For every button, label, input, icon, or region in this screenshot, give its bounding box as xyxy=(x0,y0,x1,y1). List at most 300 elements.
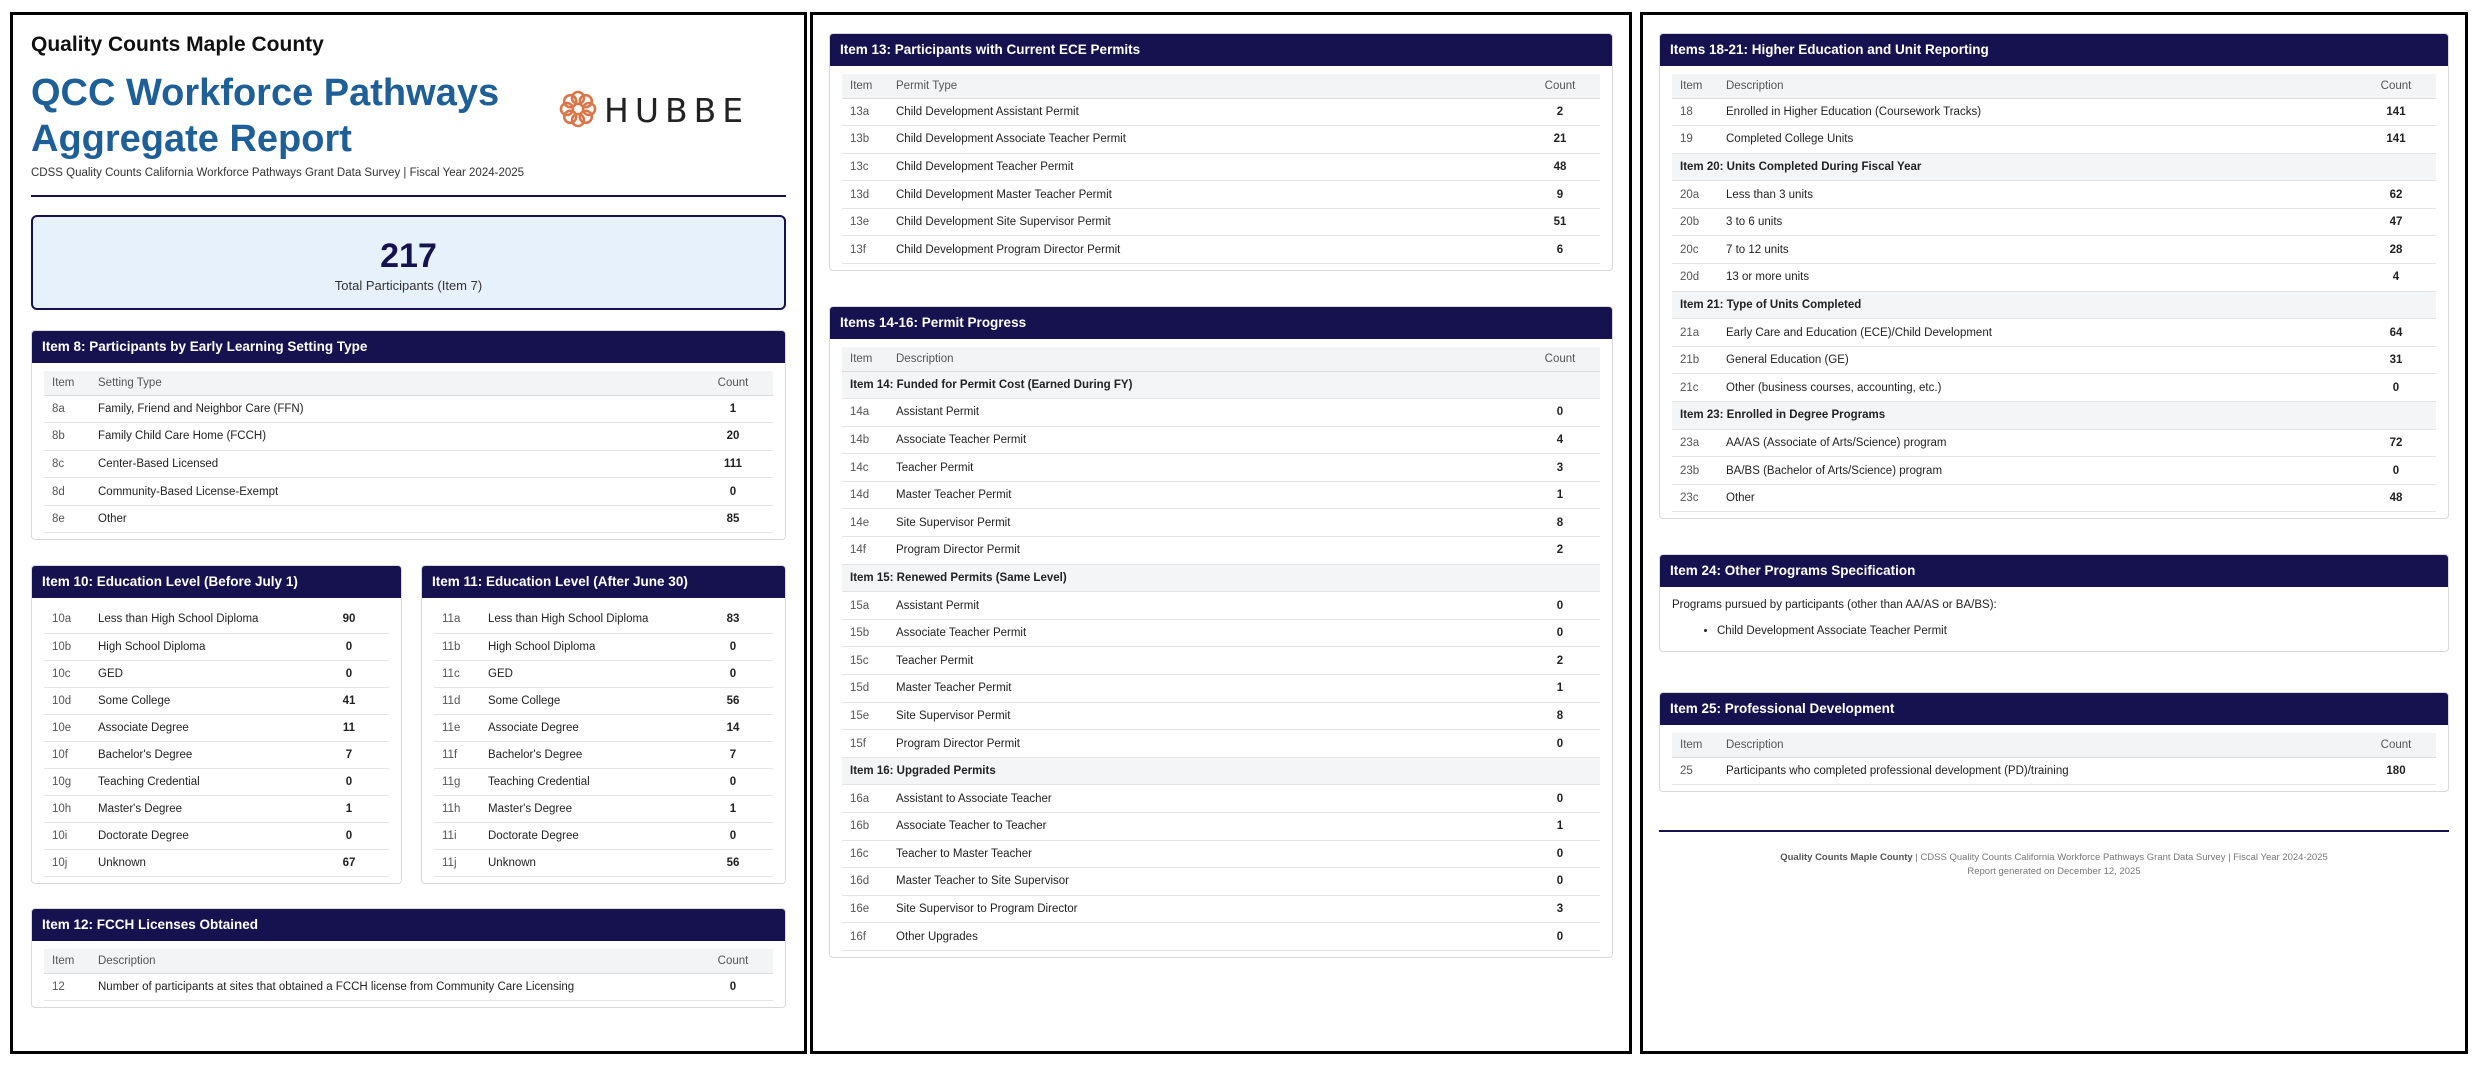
item-code: 14d xyxy=(842,481,888,509)
report-footer xyxy=(1659,851,2449,879)
row-count: 0 xyxy=(309,660,389,687)
row-description: Master's Degree xyxy=(480,795,693,822)
item-code: 14c xyxy=(842,454,888,482)
row-description: Less than High School Diploma xyxy=(480,606,693,633)
row-count: 0 xyxy=(1520,619,1600,647)
table-row xyxy=(842,509,1600,537)
table-row xyxy=(842,923,1600,951)
row-description: Other xyxy=(1718,484,2356,512)
row-description: Associate Degree xyxy=(90,714,309,741)
table-row xyxy=(1672,208,2436,236)
subheader-label: Item 16: Upgraded Permits xyxy=(842,757,1600,785)
row-count: 14 xyxy=(693,714,773,741)
row-description: Bachelor's Degree xyxy=(480,741,693,768)
table-row xyxy=(44,741,389,768)
item-code: 14a xyxy=(842,399,888,427)
table-row xyxy=(842,153,1600,181)
row-count: 111 xyxy=(693,450,773,478)
row-count: 51 xyxy=(1520,208,1600,236)
col-header-count: Count xyxy=(2356,733,2436,757)
item-code: 23c xyxy=(1672,484,1718,512)
item-code: 11i xyxy=(434,822,480,849)
row-description: Teacher Permit xyxy=(888,454,1520,482)
row-description: Child Development Master Teacher Permit xyxy=(888,181,1520,209)
report-subtitle: CDSS Quality Counts California Workforce Pathways Grant Data Survey | Fiscal Year 2024-2025 xyxy=(31,167,525,179)
table-row xyxy=(1672,264,2436,292)
item13-section xyxy=(829,33,1613,271)
row-count: 1 xyxy=(693,795,773,822)
item13-table xyxy=(842,74,1600,264)
row-count: 0 xyxy=(693,973,773,1001)
table-row xyxy=(842,840,1600,868)
item-code: 16a xyxy=(842,785,888,813)
section-title: Item 10: Education Level (Before July 1) xyxy=(32,566,401,598)
table-row xyxy=(1672,484,2436,512)
row-count: 6 xyxy=(1520,236,1600,264)
table-row xyxy=(842,181,1600,209)
row-description: Family, Friend and Neighbor Care (FFN) xyxy=(90,395,693,423)
table-row xyxy=(842,454,1600,482)
item25-table xyxy=(1672,733,2436,785)
table-row xyxy=(434,633,773,660)
table-subheader-row xyxy=(1672,291,2436,319)
row-description: Some College xyxy=(90,687,309,714)
table-row xyxy=(44,822,389,849)
item-code: 20c xyxy=(1672,236,1718,264)
row-description: Participants who completed professional development (PD)/training xyxy=(1718,757,2356,785)
item-code: 13e xyxy=(842,208,888,236)
row-count: 0 xyxy=(2356,457,2436,485)
item-code: 25 xyxy=(1672,757,1718,785)
table-row xyxy=(44,423,773,451)
header-divider xyxy=(31,195,786,197)
item-code: 15b xyxy=(842,619,888,647)
row-count: 0 xyxy=(1520,592,1600,620)
row-count: 7 xyxy=(309,741,389,768)
row-count: 180 xyxy=(2356,757,2436,785)
item12-table xyxy=(44,949,773,1001)
row-count: 0 xyxy=(309,633,389,660)
section-title: Items 14-16: Permit Progress xyxy=(830,307,1612,339)
row-count: 64 xyxy=(2356,319,2436,347)
row-description: Some College xyxy=(480,687,693,714)
item8-table xyxy=(44,371,773,533)
row-count: 28 xyxy=(2356,236,2436,264)
col-header-count: Count xyxy=(693,949,773,973)
table-row xyxy=(1672,126,2436,154)
table-row xyxy=(44,660,389,687)
item-code: 8d xyxy=(44,478,90,506)
row-count: 0 xyxy=(693,822,773,849)
subheader-label: Item 21: Type of Units Completed xyxy=(1672,291,2436,319)
col-header-description: Description xyxy=(1718,74,2356,98)
row-description: Assistant to Associate Teacher xyxy=(888,785,1520,813)
row-description: High School Diploma xyxy=(90,633,309,660)
item-code: 11b xyxy=(434,633,480,660)
item-code: 20b xyxy=(1672,208,1718,236)
table-row xyxy=(434,606,773,633)
row-count: 1 xyxy=(1520,481,1600,509)
section-title: Item 25: Professional Development xyxy=(1660,693,2448,725)
row-count: 141 xyxy=(2356,98,2436,126)
col-header-item: Item xyxy=(1672,733,1718,757)
subheader-label: Item 14: Funded for Permit Cost (Earned During FY) xyxy=(842,371,1600,399)
row-count: 0 xyxy=(1520,923,1600,951)
row-count: 0 xyxy=(1520,785,1600,813)
item-code: 15e xyxy=(842,702,888,730)
col-header-count: Count xyxy=(1520,74,1600,98)
row-description: GED xyxy=(480,660,693,687)
table-row xyxy=(842,785,1600,813)
col-header-description: Description xyxy=(888,347,1520,371)
row-count: 0 xyxy=(1520,840,1600,868)
row-count: 11 xyxy=(309,714,389,741)
row-count: 85 xyxy=(693,505,773,533)
table-row xyxy=(44,795,389,822)
col-header-count: Count xyxy=(1520,347,1600,371)
row-count: 0 xyxy=(309,768,389,795)
table-row xyxy=(44,606,389,633)
table-row xyxy=(44,633,389,660)
row-description: BA/BS (Bachelor of Arts/Science) program xyxy=(1718,457,2356,485)
table-row xyxy=(842,895,1600,923)
report-page-3 xyxy=(1640,12,2468,1054)
item-code: 16c xyxy=(842,840,888,868)
row-description: Associate Teacher Permit xyxy=(888,619,1520,647)
item-code: 11a xyxy=(434,606,480,633)
row-description: Center-Based Licensed xyxy=(90,450,693,478)
footer-generated: Report generated on December 12, 2025 xyxy=(1967,866,2141,877)
row-description: Other Upgrades xyxy=(888,923,1520,951)
table-row xyxy=(842,399,1600,427)
item-code: 15a xyxy=(842,592,888,620)
item-code: 21b xyxy=(1672,346,1718,374)
footer-org: Quality Counts Maple County xyxy=(1780,852,1913,863)
item-code: 13d xyxy=(842,181,888,209)
table-row xyxy=(842,702,1600,730)
row-count: 0 xyxy=(1520,730,1600,758)
row-count: 8 xyxy=(1520,509,1600,537)
table-row xyxy=(842,426,1600,454)
item8-section xyxy=(31,330,786,540)
table-subheader-row xyxy=(1672,153,2436,181)
row-count: 21 xyxy=(1520,126,1600,154)
row-count: 2 xyxy=(1520,647,1600,675)
row-count: 48 xyxy=(1520,153,1600,181)
row-count: 7 xyxy=(693,741,773,768)
item-code: 11g xyxy=(434,768,480,795)
row-count: 1 xyxy=(1520,675,1600,703)
row-description: Assistant Permit xyxy=(888,592,1520,620)
row-description: Teaching Credential xyxy=(480,768,693,795)
row-count: 0 xyxy=(1520,868,1600,896)
table-row xyxy=(434,768,773,795)
row-description: Child Development Site Supervisor Permit xyxy=(888,208,1520,236)
row-description: Doctorate Degree xyxy=(480,822,693,849)
table-row xyxy=(1672,757,2436,785)
row-count: 141 xyxy=(2356,126,2436,154)
section-title: Items 18-21: Higher Education and Unit Reporting xyxy=(1660,34,2448,66)
row-count: 56 xyxy=(693,687,773,714)
col-header-item: Item xyxy=(842,74,888,98)
item-code: 10d xyxy=(44,687,90,714)
row-description: Completed College Units xyxy=(1718,126,2356,154)
table-row xyxy=(434,795,773,822)
item-code: 11f xyxy=(434,741,480,768)
item-code: 13a xyxy=(842,98,888,126)
table-row xyxy=(1672,429,2436,457)
table-row xyxy=(842,592,1600,620)
item-code: 10f xyxy=(44,741,90,768)
item-code: 15d xyxy=(842,675,888,703)
item-code: 8b xyxy=(44,423,90,451)
item-code: 13c xyxy=(842,153,888,181)
row-description: AA/AS (Associate of Arts/Science) program xyxy=(1718,429,2356,457)
col-header-item: Item xyxy=(1672,74,1718,98)
row-count: 8 xyxy=(1520,702,1600,730)
col-header-count: Count xyxy=(693,371,773,395)
section-title: Item 12: FCCH Licenses Obtained xyxy=(32,909,785,941)
row-count: 90 xyxy=(309,606,389,633)
items18-21-section xyxy=(1659,33,2449,519)
row-count: 1 xyxy=(693,395,773,423)
item-code: 10e xyxy=(44,714,90,741)
row-description: Teacher Permit xyxy=(888,647,1520,675)
row-description: 13 or more units xyxy=(1718,264,2356,292)
table-row xyxy=(1672,236,2436,264)
subheader-label: Item 15: Renewed Permits (Same Level) xyxy=(842,564,1600,592)
item-code: 20a xyxy=(1672,181,1718,209)
row-description: Child Development Assistant Permit xyxy=(888,98,1520,126)
section-title: Item 8: Participants by Early Learning Setting Type xyxy=(32,331,785,363)
item-code: 23a xyxy=(1672,429,1718,457)
item24-section xyxy=(1659,554,2449,652)
table-row xyxy=(1672,374,2436,402)
row-count: 1 xyxy=(1520,813,1600,841)
row-description: Master's Degree xyxy=(90,795,309,822)
item12-section xyxy=(31,908,786,1008)
row-count: 9 xyxy=(1520,181,1600,209)
row-description: Teacher to Master Teacher xyxy=(888,840,1520,868)
row-description: Child Development Program Director Permit xyxy=(888,236,1520,264)
row-count: 31 xyxy=(2356,346,2436,374)
item10-table xyxy=(44,606,389,877)
row-count: 3 xyxy=(1520,895,1600,923)
table-row xyxy=(434,714,773,741)
row-count: 47 xyxy=(2356,208,2436,236)
row-count: 0 xyxy=(309,822,389,849)
item-code: 10j xyxy=(44,849,90,876)
row-description: Teaching Credential xyxy=(90,768,309,795)
item-code: 10h xyxy=(44,795,90,822)
item-code: 21a xyxy=(1672,319,1718,347)
row-description: Site Supervisor to Program Director xyxy=(888,895,1520,923)
row-description: Associate Teacher to Teacher xyxy=(888,813,1520,841)
report-page-1 xyxy=(10,12,807,1054)
table-row xyxy=(842,98,1600,126)
row-count: 41 xyxy=(309,687,389,714)
row-count: 0 xyxy=(2356,374,2436,402)
row-description: Program Director Permit xyxy=(888,730,1520,758)
table-row xyxy=(44,478,773,506)
item-code: 11h xyxy=(434,795,480,822)
row-count: 20 xyxy=(693,423,773,451)
row-description: Child Development Associate Teacher Permit xyxy=(888,126,1520,154)
table-row xyxy=(434,741,773,768)
row-description: Associate Degree xyxy=(480,714,693,741)
table-row xyxy=(842,236,1600,264)
table-row xyxy=(434,687,773,714)
table-row xyxy=(842,208,1600,236)
item-code: 16b xyxy=(842,813,888,841)
table-row xyxy=(842,537,1600,565)
total-participants-label: Total Participants (Item 7) xyxy=(334,278,483,293)
table-row xyxy=(842,647,1600,675)
section-title: Item 13: Participants with Current ECE Permits xyxy=(830,34,1612,66)
row-description: Master Teacher Permit xyxy=(888,481,1520,509)
row-description: Number of participants at sites that obtained a FCCH license from Community Care Licensing xyxy=(90,973,693,1001)
row-description: High School Diploma xyxy=(480,633,693,660)
table-row xyxy=(44,849,389,876)
item24-intro: Programs pursued by participants (other than AA/AS or BA/BS): xyxy=(1672,599,1997,611)
item-code: 23b xyxy=(1672,457,1718,485)
row-description: Master Teacher to Site Supervisor xyxy=(888,868,1520,896)
table-row xyxy=(842,675,1600,703)
item-code: 21c xyxy=(1672,374,1718,402)
item-code: 10b xyxy=(44,633,90,660)
row-description: Site Supervisor Permit xyxy=(888,702,1520,730)
item11-section xyxy=(421,565,786,884)
row-count: 67 xyxy=(309,849,389,876)
table-row xyxy=(1672,457,2436,485)
table-row xyxy=(1672,319,2436,347)
table-subheader-row xyxy=(842,371,1600,399)
hubbe-logo xyxy=(558,85,768,133)
row-description: Unknown xyxy=(90,849,309,876)
col-header-count: Count xyxy=(2356,74,2436,98)
row-description: Assistant Permit xyxy=(888,399,1520,427)
row-count: 4 xyxy=(1520,426,1600,454)
col-header-setting-type: Setting Type xyxy=(90,371,693,395)
footer-divider xyxy=(1659,830,2449,832)
subheader-label: Item 23: Enrolled in Degree Programs xyxy=(1672,402,2436,430)
item-code: 13f xyxy=(842,236,888,264)
table-row xyxy=(44,395,773,423)
total-participants-card xyxy=(31,215,786,310)
table-subheader-row xyxy=(1672,402,2436,430)
item-code: 14f xyxy=(842,537,888,565)
table-row xyxy=(842,619,1600,647)
item-code: 10g xyxy=(44,768,90,795)
table-subheader-row xyxy=(842,757,1600,785)
row-count: 0 xyxy=(693,478,773,506)
row-description: General Education (GE) xyxy=(1718,346,2356,374)
row-count: 3 xyxy=(1520,454,1600,482)
item-code: 18 xyxy=(1672,98,1718,126)
row-description: Family Child Care Home (FCCH) xyxy=(90,423,693,451)
item-code: 11j xyxy=(434,849,480,876)
row-description: Child Development Teacher Permit xyxy=(888,153,1520,181)
row-description: Other xyxy=(90,505,693,533)
item-code: 12 xyxy=(44,973,90,1001)
report-page-2 xyxy=(810,12,1632,1054)
table-row xyxy=(44,973,773,1001)
item-code: 16d xyxy=(842,868,888,896)
row-description: Other (business courses, accounting, etc.) xyxy=(1718,374,2356,402)
row-description: Associate Teacher Permit xyxy=(888,426,1520,454)
org-name: Quality Counts Maple County xyxy=(31,33,324,56)
row-count: 56 xyxy=(693,849,773,876)
row-description: Program Director Permit xyxy=(888,537,1520,565)
item-code: 10i xyxy=(44,822,90,849)
row-description: Unknown xyxy=(480,849,693,876)
table-subheader-row xyxy=(842,564,1600,592)
report-title: QCC Workforce Pathways Aggregate Report xyxy=(31,72,500,160)
row-description: 3 to 6 units xyxy=(1718,208,2356,236)
item24-program-list xyxy=(1717,625,2436,637)
item10-section xyxy=(31,565,402,884)
row-description: Community-Based License-Exempt xyxy=(90,478,693,506)
item-code: 11c xyxy=(434,660,480,687)
item25-section xyxy=(1659,692,2449,792)
item-code: 20d xyxy=(1672,264,1718,292)
item-code: 10a xyxy=(44,606,90,633)
program-list-item: • Child Development Associate Teacher Permit xyxy=(1717,625,2436,637)
table-row xyxy=(434,660,773,687)
row-description: Doctorate Degree xyxy=(90,822,309,849)
row-description: Bachelor's Degree xyxy=(90,741,309,768)
col-header-description: Description xyxy=(1718,733,2356,757)
col-header-item: Item xyxy=(842,347,888,371)
table-row xyxy=(842,481,1600,509)
table-row xyxy=(842,126,1600,154)
row-count: 4 xyxy=(2356,264,2436,292)
row-count: 72 xyxy=(2356,429,2436,457)
row-description: Site Supervisor Permit xyxy=(888,509,1520,537)
table-row xyxy=(44,450,773,478)
table-row xyxy=(1672,346,2436,374)
item-code: 13b xyxy=(842,126,888,154)
row-count: 2 xyxy=(1520,537,1600,565)
item11-table xyxy=(434,606,773,877)
logo-text: HUBBE xyxy=(604,91,750,130)
col-header-permit-type: Permit Type xyxy=(888,74,1520,98)
table-row xyxy=(842,730,1600,758)
row-description: Less than High School Diploma xyxy=(90,606,309,633)
item-code: 14e xyxy=(842,509,888,537)
item-code: 11e xyxy=(434,714,480,741)
row-count: 0 xyxy=(1520,399,1600,427)
row-description: Enrolled in Higher Education (Coursework Tracks) xyxy=(1718,98,2356,126)
row-description: Master Teacher Permit xyxy=(888,675,1520,703)
table-row xyxy=(1672,181,2436,209)
item-code: 15f xyxy=(842,730,888,758)
row-count: 2 xyxy=(1520,98,1600,126)
item-code: 14b xyxy=(842,426,888,454)
row-count: 48 xyxy=(2356,484,2436,512)
item-code: 15c xyxy=(842,647,888,675)
table-row xyxy=(842,813,1600,841)
items14-16-section xyxy=(829,306,1613,958)
row-count: 62 xyxy=(2356,181,2436,209)
table-row xyxy=(44,505,773,533)
col-header-item: Item xyxy=(44,949,90,973)
item-code: 16e xyxy=(842,895,888,923)
item-code: 8e xyxy=(44,505,90,533)
row-description: 7 to 12 units xyxy=(1718,236,2356,264)
row-count: 83 xyxy=(693,606,773,633)
table-row xyxy=(1672,98,2436,126)
